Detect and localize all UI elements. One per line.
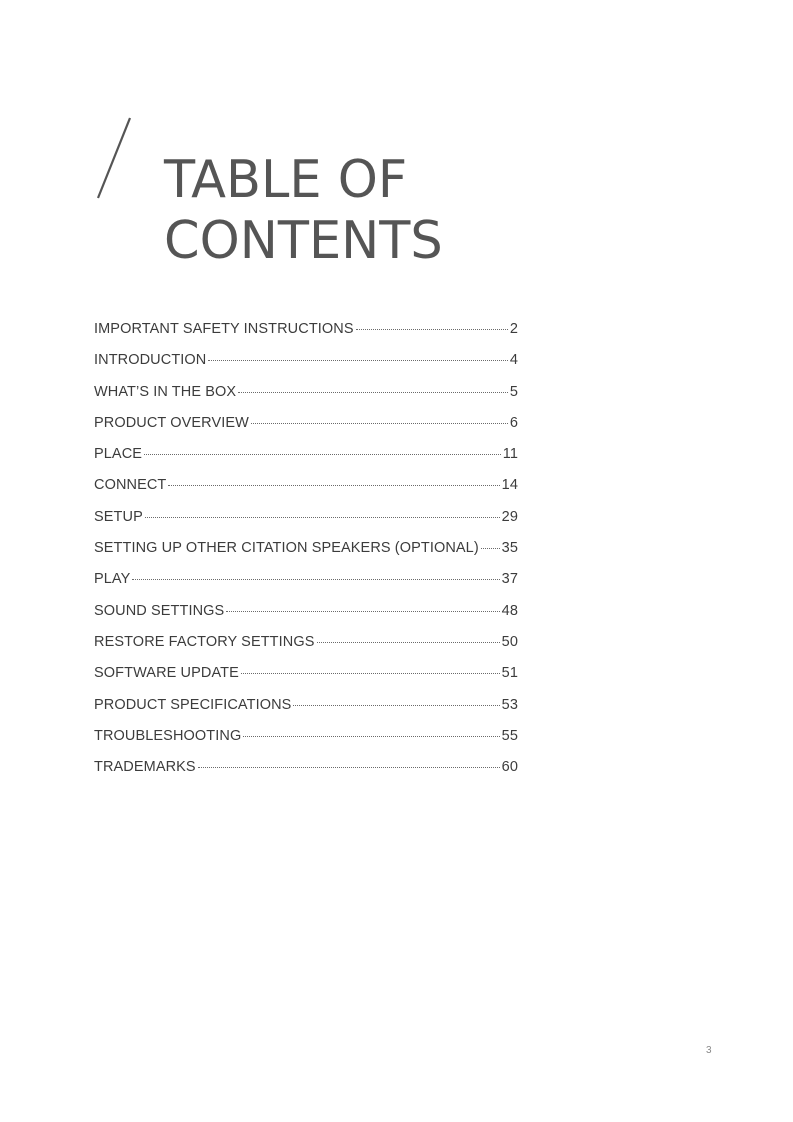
toc-leader — [226, 611, 499, 612]
toc-entry[interactable] — [94, 665, 518, 696]
toc-entry-page: 14 — [501, 477, 518, 494]
toc-entry-page: 60 — [501, 759, 518, 776]
toc-entry-page: 37 — [501, 571, 518, 588]
table-of-contents — [94, 321, 518, 790]
toc-entry-page: 51 — [501, 665, 518, 682]
toc-entry[interactable] — [94, 384, 518, 415]
toc-entry-label: PLACE — [94, 446, 143, 463]
toc-leader — [241, 673, 500, 674]
toc-entry[interactable] — [94, 540, 518, 571]
toc-entry[interactable] — [94, 477, 518, 508]
toc-leader — [356, 329, 508, 330]
toc-leader — [145, 517, 500, 518]
toc-leader — [293, 705, 499, 706]
toc-entry-page: 29 — [501, 508, 518, 525]
toc-entry-label: SOFTWARE UPDATE — [94, 665, 239, 682]
toc-entry-page: 2 — [509, 321, 518, 337]
toc-entry-label: TRADEMARKS — [94, 759, 196, 776]
toc-entry[interactable] — [94, 415, 518, 446]
toc-entry-label: SOUND SETTINGS — [94, 602, 225, 619]
toc-entry[interactable] — [94, 321, 518, 352]
toc-entry-label: SETUP — [94, 508, 143, 525]
toc-entry[interactable] — [94, 571, 518, 602]
toc-entry[interactable] — [94, 603, 518, 634]
toc-leader — [144, 454, 501, 455]
toc-entry-page: 50 — [501, 633, 518, 650]
toc-entry-page: 11 — [502, 446, 518, 463]
toc-entry-page: 55 — [501, 727, 518, 744]
toc-entry[interactable] — [94, 509, 518, 540]
page-number: 3 — [706, 1045, 712, 1056]
toc-entry-label: PRODUCT SPECIFICATIONS — [94, 696, 292, 713]
toc-leader — [208, 360, 507, 361]
toc-entry-label: TROUBLESHOOTING — [94, 727, 242, 744]
toc-entry[interactable] — [94, 759, 518, 790]
toc-entry-label: PRODUCT OVERVIEW — [94, 414, 249, 431]
toc-entry-label: IMPORTANT SAFETY INSTRUCTIONS — [94, 321, 354, 337]
toc-entry-label: WHAT’S IN THE BOX — [94, 383, 237, 400]
toc-entry-label: CONNECT — [94, 477, 167, 494]
slash-decoration-icon — [92, 116, 136, 200]
toc-entry-page: 53 — [501, 696, 518, 713]
toc-entry[interactable] — [94, 352, 518, 383]
toc-entry-label: SETTING UP OTHER CITATION SPEAKERS (OPTIONAL) — [94, 540, 479, 557]
toc-entry-page: 35 — [501, 540, 518, 557]
toc-leader — [481, 548, 500, 549]
toc-entry-page: 4 — [509, 352, 518, 369]
toc-entry[interactable] — [94, 697, 518, 728]
toc-entry-label: INTRODUCTION — [94, 352, 207, 369]
title-line-2: CONTENTS — [164, 211, 443, 271]
page-title — [164, 150, 443, 272]
toc-leader — [317, 642, 500, 643]
toc-leader — [168, 485, 499, 486]
title-line-1: TABLE OF — [164, 150, 408, 210]
toc-entry-page: 6 — [509, 414, 518, 431]
toc-leader — [251, 423, 508, 424]
toc-entry-page: 5 — [509, 383, 518, 400]
toc-entry[interactable] — [94, 634, 518, 665]
toc-entry-label: PLAY — [94, 571, 131, 588]
toc-leader — [198, 767, 500, 768]
toc-leader — [132, 579, 499, 580]
toc-entry[interactable] — [94, 446, 518, 477]
toc-entry-page: 48 — [501, 602, 518, 619]
toc-leader — [238, 392, 508, 393]
toc-leader — [243, 736, 499, 737]
toc-entry-label: RESTORE FACTORY SETTINGS — [94, 633, 315, 650]
toc-entry[interactable] — [94, 728, 518, 759]
